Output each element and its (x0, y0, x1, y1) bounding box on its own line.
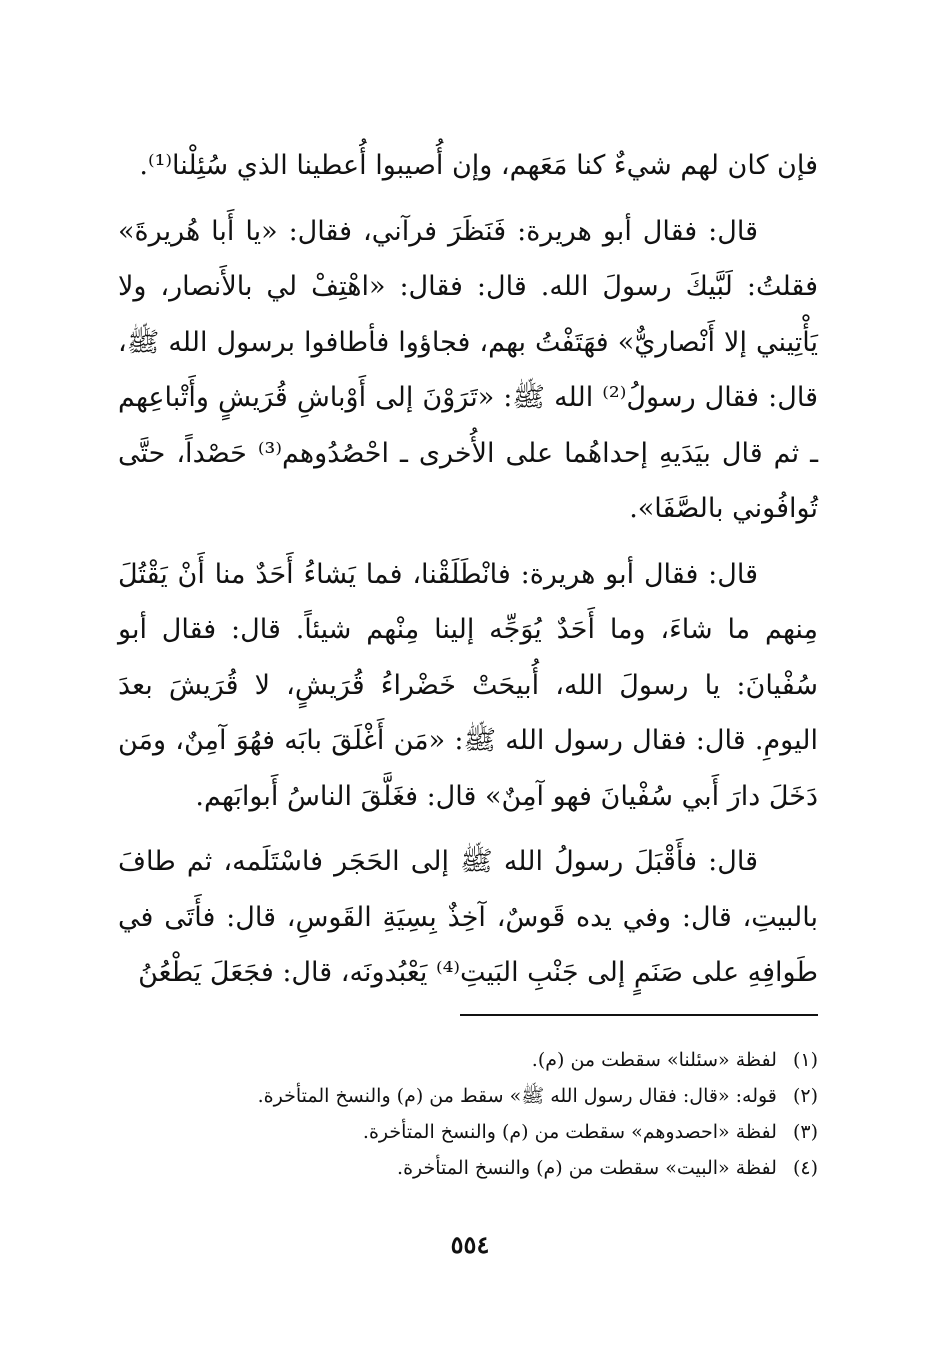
footnote-2 (118, 1078, 818, 1114)
footnotes (118, 1042, 818, 1186)
footnote-number: (١) (792, 1049, 818, 1071)
footnote-separator (460, 1014, 818, 1016)
footnote-3 (118, 1114, 818, 1150)
paragraph-1: فإن كان لهم شيءٌ كنا مَعَهم، وإن أُصيبوا أُعطينا الذي سُئِلْنا⁽¹⁾. (139, 150, 818, 181)
paragraph-3: قال: فقال أبو هريرة: فانْطَلَقْنا، فما يَشاءُ أَحَدٌ منا أَنْ يَقْتُلَ مِنهم ما شاءَ، وما أَحَدٌ يُوَجِّه إلينا مِنْهم شيئاً. قال: فقال أبو سُفْيانَ: يا رسولَ الله، أُبيحَتْ خَضْراءُ قُرَيشٍ، لا قُرَيشَ بعدَ اليومِ. قال: فقال رسول الله ﷺ: «مَن أَغْلَقَ بابَه فهُوَ آمِنٌ، ومَن دَخَلَ دارَ أَبي سُفْيانَ فهو آمِنٌ» قال: فغَلَّقَ الناسُ أَبوابَهم. (118, 558, 818, 812)
footnote-text: قوله: «قال: فقال رسول الله ﷺ» سقط من (م) والنسخ المتأخرة. (257, 1085, 777, 1107)
footnote-text: لفظة «البيت» سقطت من (م) والنسخ المتأخرة. (397, 1157, 777, 1179)
footnote-number: (٣) (792, 1121, 818, 1143)
footnote-4 (118, 1150, 818, 1186)
page-number: ٥٥٤ (450, 1230, 490, 1259)
main-text (118, 138, 818, 1011)
footnote-number: (٢) (792, 1085, 818, 1107)
paragraph-4: قال: فأَقْبَلَ رسولُ الله ﷺ إلى الحَجَر فاسْتَلَمه، ثم طافَ بالبيتِ، قال: وفي يده قَوسٌ، آخِذٌ بِسِيَةِ القَوسِ، قال: فأَتَى في طَوافِهِ على صَنَمٍ إلى جَنْبِ البَيتِ⁽⁴⁾ يَعْبُدونَه، قال: فجَعَلَ يَطْعُنُ (118, 846, 818, 988)
footnote-number: (٤) (792, 1157, 818, 1179)
footnote-text: لفظة «سئلنا» سقطت من (م). (531, 1049, 777, 1071)
footnote-1 (118, 1042, 818, 1078)
footnote-text: لفظة «احصدوهم» سقطت من (م) والنسخ المتأخرة. (362, 1121, 777, 1143)
paragraph-2: قال: فقال أبو هريرة: فَنَظَرَ فرآني، فقال: «يا أَبا هُريرةَ» فقلتُ: لَبَّيكَ رسولَ الله. قال: فقال: «اهْتِفْ لي بالأَنصار، ولا يَأْتِيني إلا أَنْصاريٌّ» فهَتَفْتُ بهم، فجاؤوا فأطافوا برسول الله ﷺ، قال: فقال رسولُ⁽²⁾ الله ﷺ: «تَرَوْنَ إلى أَوْباشِ قُرَيشٍ وأَتْباعِهم ـ ثم قال بيَدَيهِ إحداهُما على الأُخرى ـ احْصُدُوهم⁽³⁾ حَصْداً، حتَّى تُوافُوني بالصَّفَا». (118, 215, 818, 524)
